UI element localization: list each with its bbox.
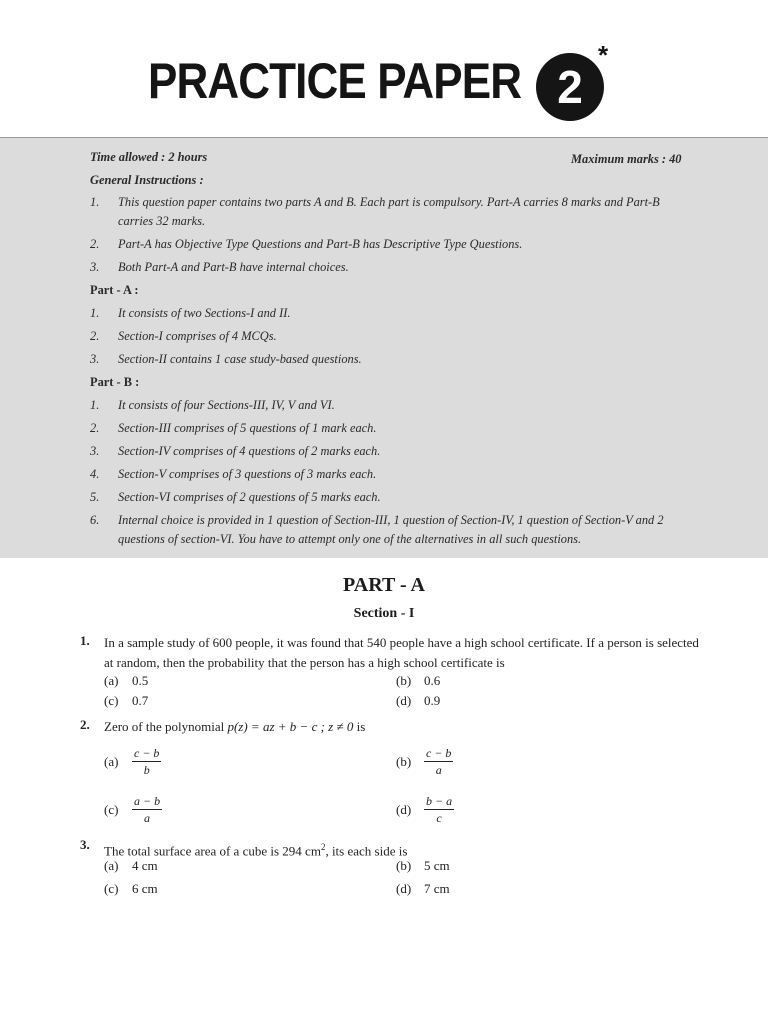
- star-icon: *: [598, 40, 609, 70]
- part-a-heading: Part - A :: [90, 283, 139, 297]
- part-a-title: PART - A: [343, 574, 425, 596]
- part-b-heading: Part - B :: [90, 375, 140, 389]
- fraction: $\frac{c - b}{b}$: [134, 746, 160, 777]
- general-instructions-heading: General Instructions :: [90, 173, 204, 187]
- fraction: $\frac{a - b}{a}$: [134, 794, 161, 825]
- instructions-box: Time allowed : 2 hours Maximum marks : 40 General Instructions : 1. This question paper contains two parts A and B. Each part is compulsory. Part-A carries 8 marks and Part-B carries 32 marks. 2. Part-A has Objective Type Questions and Part-B has Descriptive Type Questions. 3. Both Part-A and Part-B have internal choices. Part - A : 1. It consists of two Sections-I and II. 2. Section-I comprises of 4 MCQs. 3. Section-II contains 1 case study-based questions. Part - B : 1. It consists of four Sections-III, IV, V and VI. 2. Section-III comprises of 5 questions of 1 mark each. 3. Section-IV comprises of 4 questions of 2 marks each. 4. Section-V comprises of 3 questions of 3 marks each. 5. Section-VI comprises of 2 questions of 5 marks each. 6. Internal choice is provided in 1 question of Section-III, 1 question of Section-IV, 1 question of Section-V and 2 questions of section-VI. You have to attempt only one of the alternatives in all such questions.: [0, 137, 768, 558]
- paper-number-badge: 2: [536, 53, 604, 121]
- maximum-marks: Maximum marks : 40: [571, 152, 682, 166]
- time-allowed: Time allowed : 2 hours: [90, 150, 208, 164]
- paper-title: PRACTICE PAPER: [148, 53, 522, 109]
- fraction: $\frac{c - b}{a}$: [426, 746, 452, 777]
- section-title: Section - I: [353, 606, 415, 621]
- fraction: $\frac{b - a}{c}$: [426, 794, 453, 825]
- paper-header: [0, 0, 768, 136]
